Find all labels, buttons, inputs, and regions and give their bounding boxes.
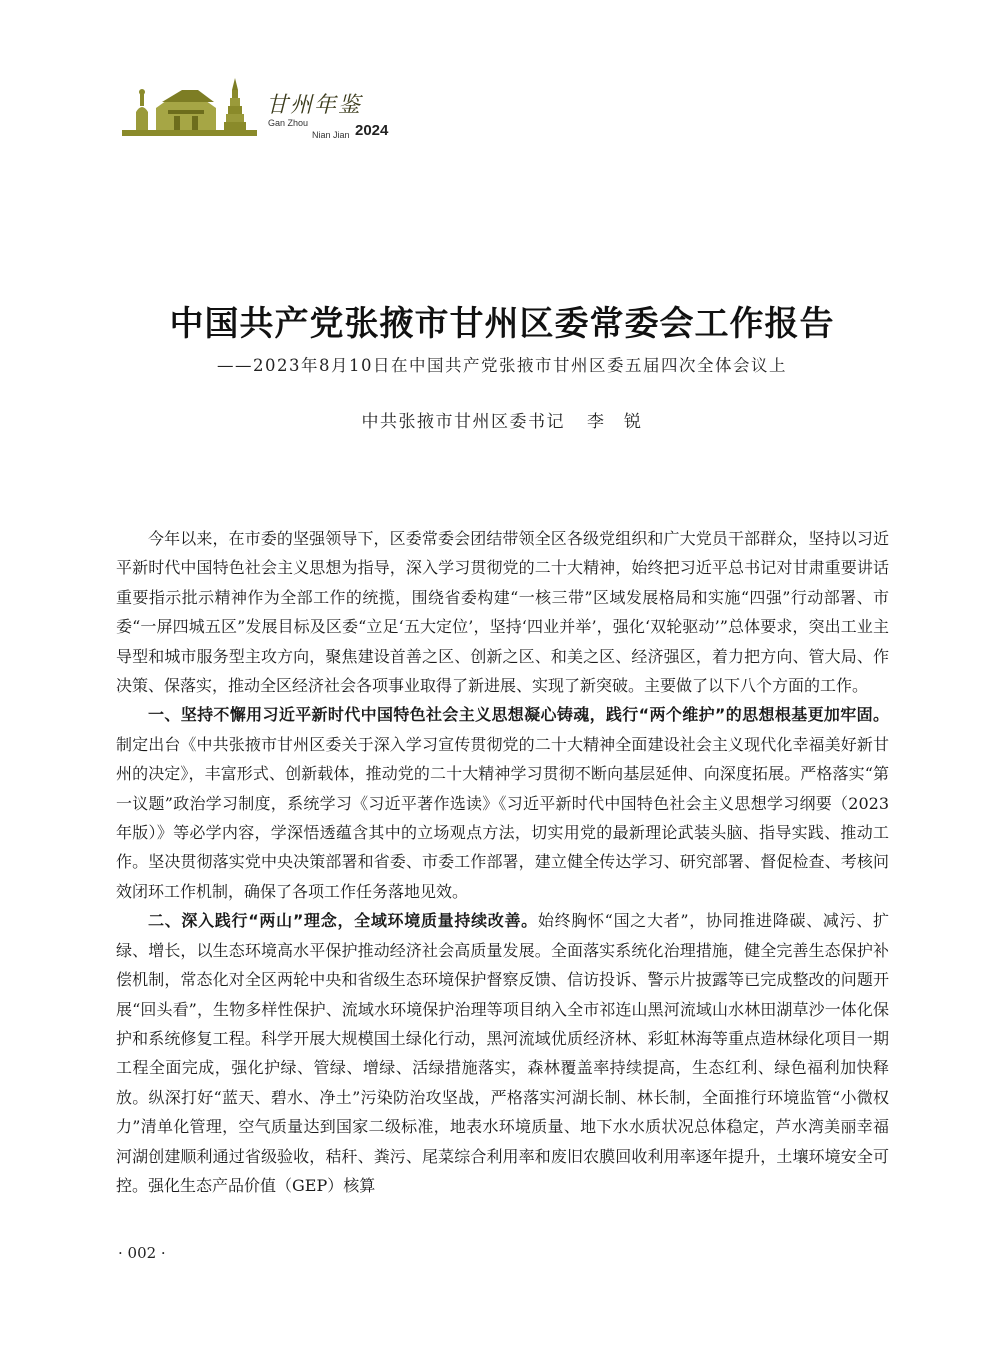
paragraph-text: 始终胸怀“国之大者”，协同推进降碳、减污、扩绿、增长，以生态环境高水平保护推动经济社会高质量发展。全面落实系统化治理措施，健全完善生态保护补偿机制，常态化对全区两轮中央和省级生态环境保护督察反馈、信访投诉、警示片披露等已完成整改的问题开展“回头看”，生物多样性保护、流域水环境保护治理等项目纳入全市祁连山黑河流域山水林田湖草沙一体化保护和系统修复工程。科学开展大规模国土绿化行动，黑河流域优质经济林、彩虹林海等重点造林绿化项目一期工程全面完成，强化护绿、管绿、增绿、活绿措施落实，森林覆盖率持续提高，生态红利、绿色福利加快释放。纵深打好“蓝天、碧水、净土”污染防治攻坚战，严格落实河湖长制、林长制，全面推行环境监管“小微权力”清单化管理，空气质量达到国家二级标准，地表水环境质量、地下水水质状况总体稳定，芦水湾美丽幸福河湖创建顺利通过省级验收，秸秆、粪污、尾菜综合利用率和废旧农膜回收利用率逐年提升，土壤环境安全可控。强化生态产品价值（GEP）核算 (116, 911, 889, 1195)
paragraph-heading: 二、深入践行“两山”理念，全域环境质量持续改善。 (148, 911, 538, 931)
paragraph (116, 700, 889, 906)
landmark-illustration (122, 72, 262, 142)
page-number: · 002 · (118, 1244, 166, 1262)
yearbook-brand-pinyin-1: Gan Zhou (268, 118, 309, 128)
report-subtitle: ——2023年8月10日在中国共产党张掖市甘州区委五届四次全体会议上 (217, 356, 787, 375)
yearbook-brand-pinyin-2: Nian Jian (312, 130, 350, 140)
report-title: 中国共产党张掖市甘州区委常委会工作报告 (169, 304, 835, 344)
paragraph (116, 524, 889, 700)
report-body (116, 524, 889, 1200)
paragraph (116, 906, 889, 1200)
author-role: 中共张掖市甘州区委书记 (361, 412, 565, 432)
paragraph-heading: 一、坚持不懈用习近平新时代中国特色社会主义思想凝心铸魂，践行“两个维护”的思想根基更加牢固。 (148, 705, 889, 725)
report-author (0, 407, 1004, 432)
yearbook-year: 2024 (355, 122, 389, 139)
yearbook-brand-name: 甘州年鉴 (266, 93, 363, 118)
author-name: 李 锐 (587, 412, 643, 432)
paragraph-text: 制定出台《中共张掖市甘州区委关于深入学习宣传贯彻党的二十大精神全面建设社会主义现代化幸福美好新甘州的决定》，丰富形式、创新载体，推动党的二十大精神学习贯彻不断向基层延伸、向深度拓展。严格落实“第一议题”政治学习制度，系统学习《习近平著作选读》《习近平新时代中国特色社会主义思想学习纲要（2023年版）》等必学内容，学深悟透蕴含其中的立场观点方法，切实用党的最新理论武装头脑、指导实践、推动工作。坚决贯彻落实党中央决策部署和省委、市委工作部署，建立健全传达学习、研究部署、督促检查、考核问效闭环工作机制，确保了各项工作任务落地见效。 (116, 734, 889, 901)
paragraph-text: 今年以来，在市委的坚强领导下，区委常委会团结带领全区各级党组织和广大党员干部群众，坚持以习近平新时代中国特色社会主义思想为指导，深入学习贯彻党的二十大精神，始终把习近平总书记对甘肃重要讲话重要指示批示精神作为全部工作的统揽，围绕省委构建“一核三带”区域发展格局和实施“四强”行动部署、市委“一屏四城五区”发展目标及区委“立足‘五大定位’，坚持‘四业并举’，强化‘双轮驱动’”总体要求，突出工业主导型和城市服务型主攻方向，聚焦建设首善之区、创新之区、和美之区、经济强区，着力把方向、管大局、作决策、保落实，推动全区经济社会各项事业取得了新进展、实现了新突破。主要做了以下八个方面的工作。 (116, 529, 889, 696)
yearbook-header (122, 72, 422, 142)
